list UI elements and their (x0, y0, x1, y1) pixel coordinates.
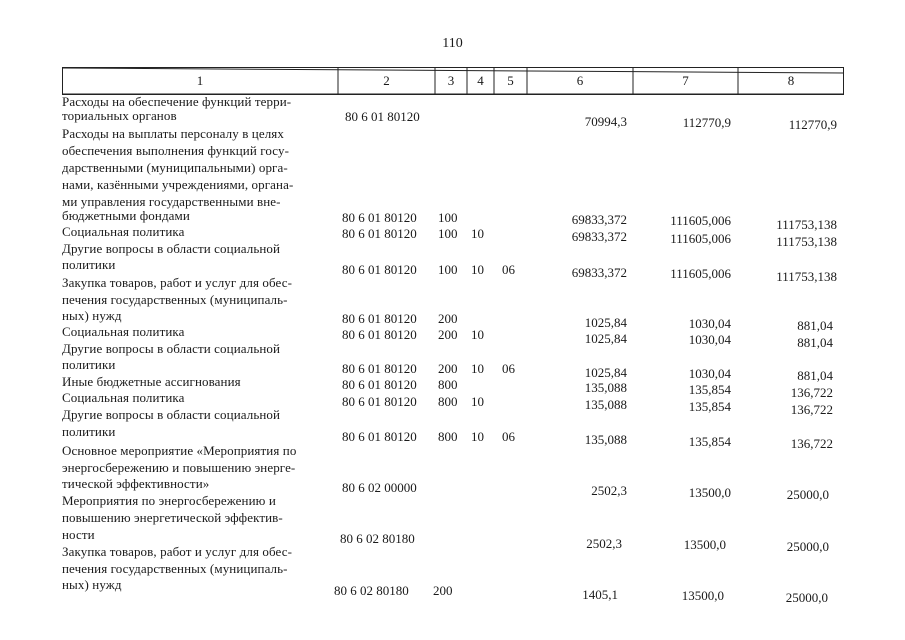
row-value-col6: 1025,84 (584, 365, 627, 380)
row-value-col7: 13500,0 (688, 485, 731, 500)
header-col-5: 5 (507, 73, 514, 88)
row-kcsr-code: 80 6 01 80120 (342, 210, 417, 225)
row-description-line: Закупка товаров, работ и услуг для обес- (62, 544, 293, 559)
row-kcsr-code: 80 6 01 80120 (342, 226, 417, 241)
row-kvr-code: 800 (438, 394, 458, 409)
row-value-col6: 135,088 (584, 380, 627, 395)
row-kcsr-code: 80 6 02 00000 (342, 480, 417, 495)
row-value-col6: 69833,372 (571, 265, 627, 280)
row-description-line: бюджетными фондами (62, 208, 190, 223)
row-value-col6: 1405,1 (582, 587, 618, 602)
row-pr-code: 06 (502, 361, 515, 376)
row-kvr-code: 100 (438, 262, 458, 277)
row-kvr-code: 800 (438, 377, 458, 392)
row-kcsr-code: 80 6 01 80120 (342, 361, 417, 376)
row-description-line: ности (62, 527, 95, 542)
row-pr-code: 06 (502, 262, 515, 277)
row-rz-code: 10 (471, 361, 484, 376)
row-kcsr-code: 80 6 01 80120 (342, 262, 417, 277)
row-value-col8: 881,04 (797, 335, 833, 350)
row-value-col6: 69833,372 (571, 229, 627, 244)
row-description-line: Основное мероприятие «Мероприятия по (62, 443, 297, 458)
row-value-col8: 111753,138 (776, 234, 837, 249)
row-kvr-code: 200 (438, 327, 458, 342)
row-value-col8: 136,722 (790, 436, 833, 451)
row-value-col8: 136,722 (790, 385, 833, 400)
row-pr-code: 06 (502, 429, 515, 444)
row-value-col6: 135,088 (584, 432, 627, 447)
row-description-line: Другие вопросы в области социальной (62, 407, 281, 422)
row-kcsr-code: 80 6 01 80120 (345, 109, 420, 124)
row-description-line: Мероприятия по энергосбережению и (62, 493, 276, 508)
row-kcsr-code: 80 6 01 80120 (342, 429, 417, 444)
row-rz-code: 10 (471, 226, 484, 241)
row-description-line: Другие вопросы в области социальной (62, 341, 281, 356)
row-value-col7: 111605,006 (670, 231, 731, 246)
row-value-col6: 2502,3 (591, 483, 627, 498)
row-value-col7: 13500,0 (683, 537, 726, 552)
header-col-1: 1 (196, 73, 204, 88)
row-rz-code: 10 (471, 262, 484, 277)
row-kcsr-code: 80 6 01 80120 (342, 327, 417, 342)
row-description-line: Социальная политика (62, 390, 185, 405)
row-value-col7: 111605,006 (670, 266, 731, 281)
row-description-line: повышению энергетической эффектив- (62, 510, 283, 525)
header-col-3: 3 (447, 73, 455, 88)
row-description-line: Социальная политика (62, 324, 185, 339)
row-description-line: дарственными (муниципальными) орга- (62, 160, 288, 175)
row-description-line: тической эффективности» (62, 476, 210, 491)
row-value-col8: 136,722 (790, 402, 833, 417)
row-description-line: ми управления государственными вне- (62, 194, 281, 209)
row-description-line: энергосбережению и повышению энерге- (62, 460, 296, 475)
row-description-line: Другие вопросы в области социальной (62, 241, 281, 256)
row-description-line: Расходы на выплаты персоналу в целях (62, 126, 284, 141)
row-value-col8: 881,04 (797, 368, 833, 383)
row-rz-code: 10 (471, 429, 484, 444)
row-kcsr-code: 80 6 01 80120 (342, 377, 417, 392)
row-value-col6: 70994,3 (584, 114, 627, 129)
row-kcsr-code: 80 6 02 80180 (340, 531, 415, 546)
row-rz-code: 10 (471, 327, 484, 342)
row-value-col7: 135,854 (688, 382, 731, 397)
row-description-line: ных) нужд (62, 308, 122, 323)
row-value-col7: 135,854 (688, 399, 731, 414)
row-value-col7: 112770,9 (682, 115, 731, 130)
header-col-7: 7 (682, 73, 689, 88)
row-value-col8: 112770,9 (788, 117, 837, 132)
row-rz-code: 10 (471, 394, 484, 409)
header-col-6: 6 (576, 73, 584, 88)
header-col-8: 8 (787, 73, 795, 88)
row-kvr-code: 200 (438, 311, 458, 326)
row-value-col6: 135,088 (584, 397, 627, 412)
row-value-col8: 25000,0 (785, 590, 828, 605)
row-description-line: обеспечения выполнения функций госу- (62, 143, 290, 158)
row-value-col7: 13500,0 (681, 588, 724, 603)
row-value-col6: 2502,3 (586, 536, 622, 551)
row-kvr-code: 100 (438, 210, 458, 225)
row-description-line: нами, казёнными учреждениями, органа- (62, 177, 294, 192)
row-value-col8: 881,04 (797, 318, 833, 333)
row-value-col8: 25000,0 (786, 487, 829, 502)
row-description-line: ных) нужд (62, 577, 122, 592)
row-value-col7: 1030,04 (688, 332, 731, 347)
row-value-col7: 135,854 (688, 434, 731, 449)
row-description-line: политики (62, 257, 116, 272)
row-kcsr-code: 80 6 02 80180 (334, 583, 409, 598)
row-description-line: печения государственных (муниципаль- (62, 561, 288, 576)
header-col-2: 2 (383, 73, 390, 88)
row-description-line: Иные бюджетные ассигнования (62, 374, 241, 389)
row-description-line: Социальная политика (62, 224, 185, 239)
row-description-line: Расходы на обеспечение функций терри- (62, 94, 292, 109)
row-description-line: Закупка товаров, работ и услуг для обес- (62, 275, 293, 290)
row-value-col6: 1025,84 (584, 315, 627, 330)
row-value-col7: 111605,006 (670, 213, 731, 228)
row-value-col7: 1030,04 (688, 316, 731, 331)
row-value-col8: 111753,138 (776, 217, 837, 232)
row-kcsr-code: 80 6 01 80120 (342, 311, 417, 326)
row-kvr-code: 200 (433, 583, 453, 598)
row-value-col7: 1030,04 (688, 366, 731, 381)
row-value-col8: 25000,0 (786, 539, 829, 554)
row-kcsr-code: 80 6 01 80120 (342, 394, 417, 409)
page-number: 110 (442, 36, 463, 51)
row-kvr-code: 100 (438, 226, 458, 241)
row-description-line: политики (62, 424, 116, 439)
row-kvr-code: 200 (438, 361, 458, 376)
row-value-col6: 1025,84 (584, 331, 627, 346)
row-description-line: политики (62, 357, 116, 372)
row-value-col8: 111753,138 (776, 269, 837, 284)
header-col-4: 4 (477, 73, 484, 88)
row-kvr-code: 800 (438, 429, 458, 444)
row-value-col6: 69833,372 (571, 212, 627, 227)
row-description-line: печения государственных (муниципаль- (62, 292, 288, 307)
row-description-line: ториальных органов (62, 108, 177, 123)
